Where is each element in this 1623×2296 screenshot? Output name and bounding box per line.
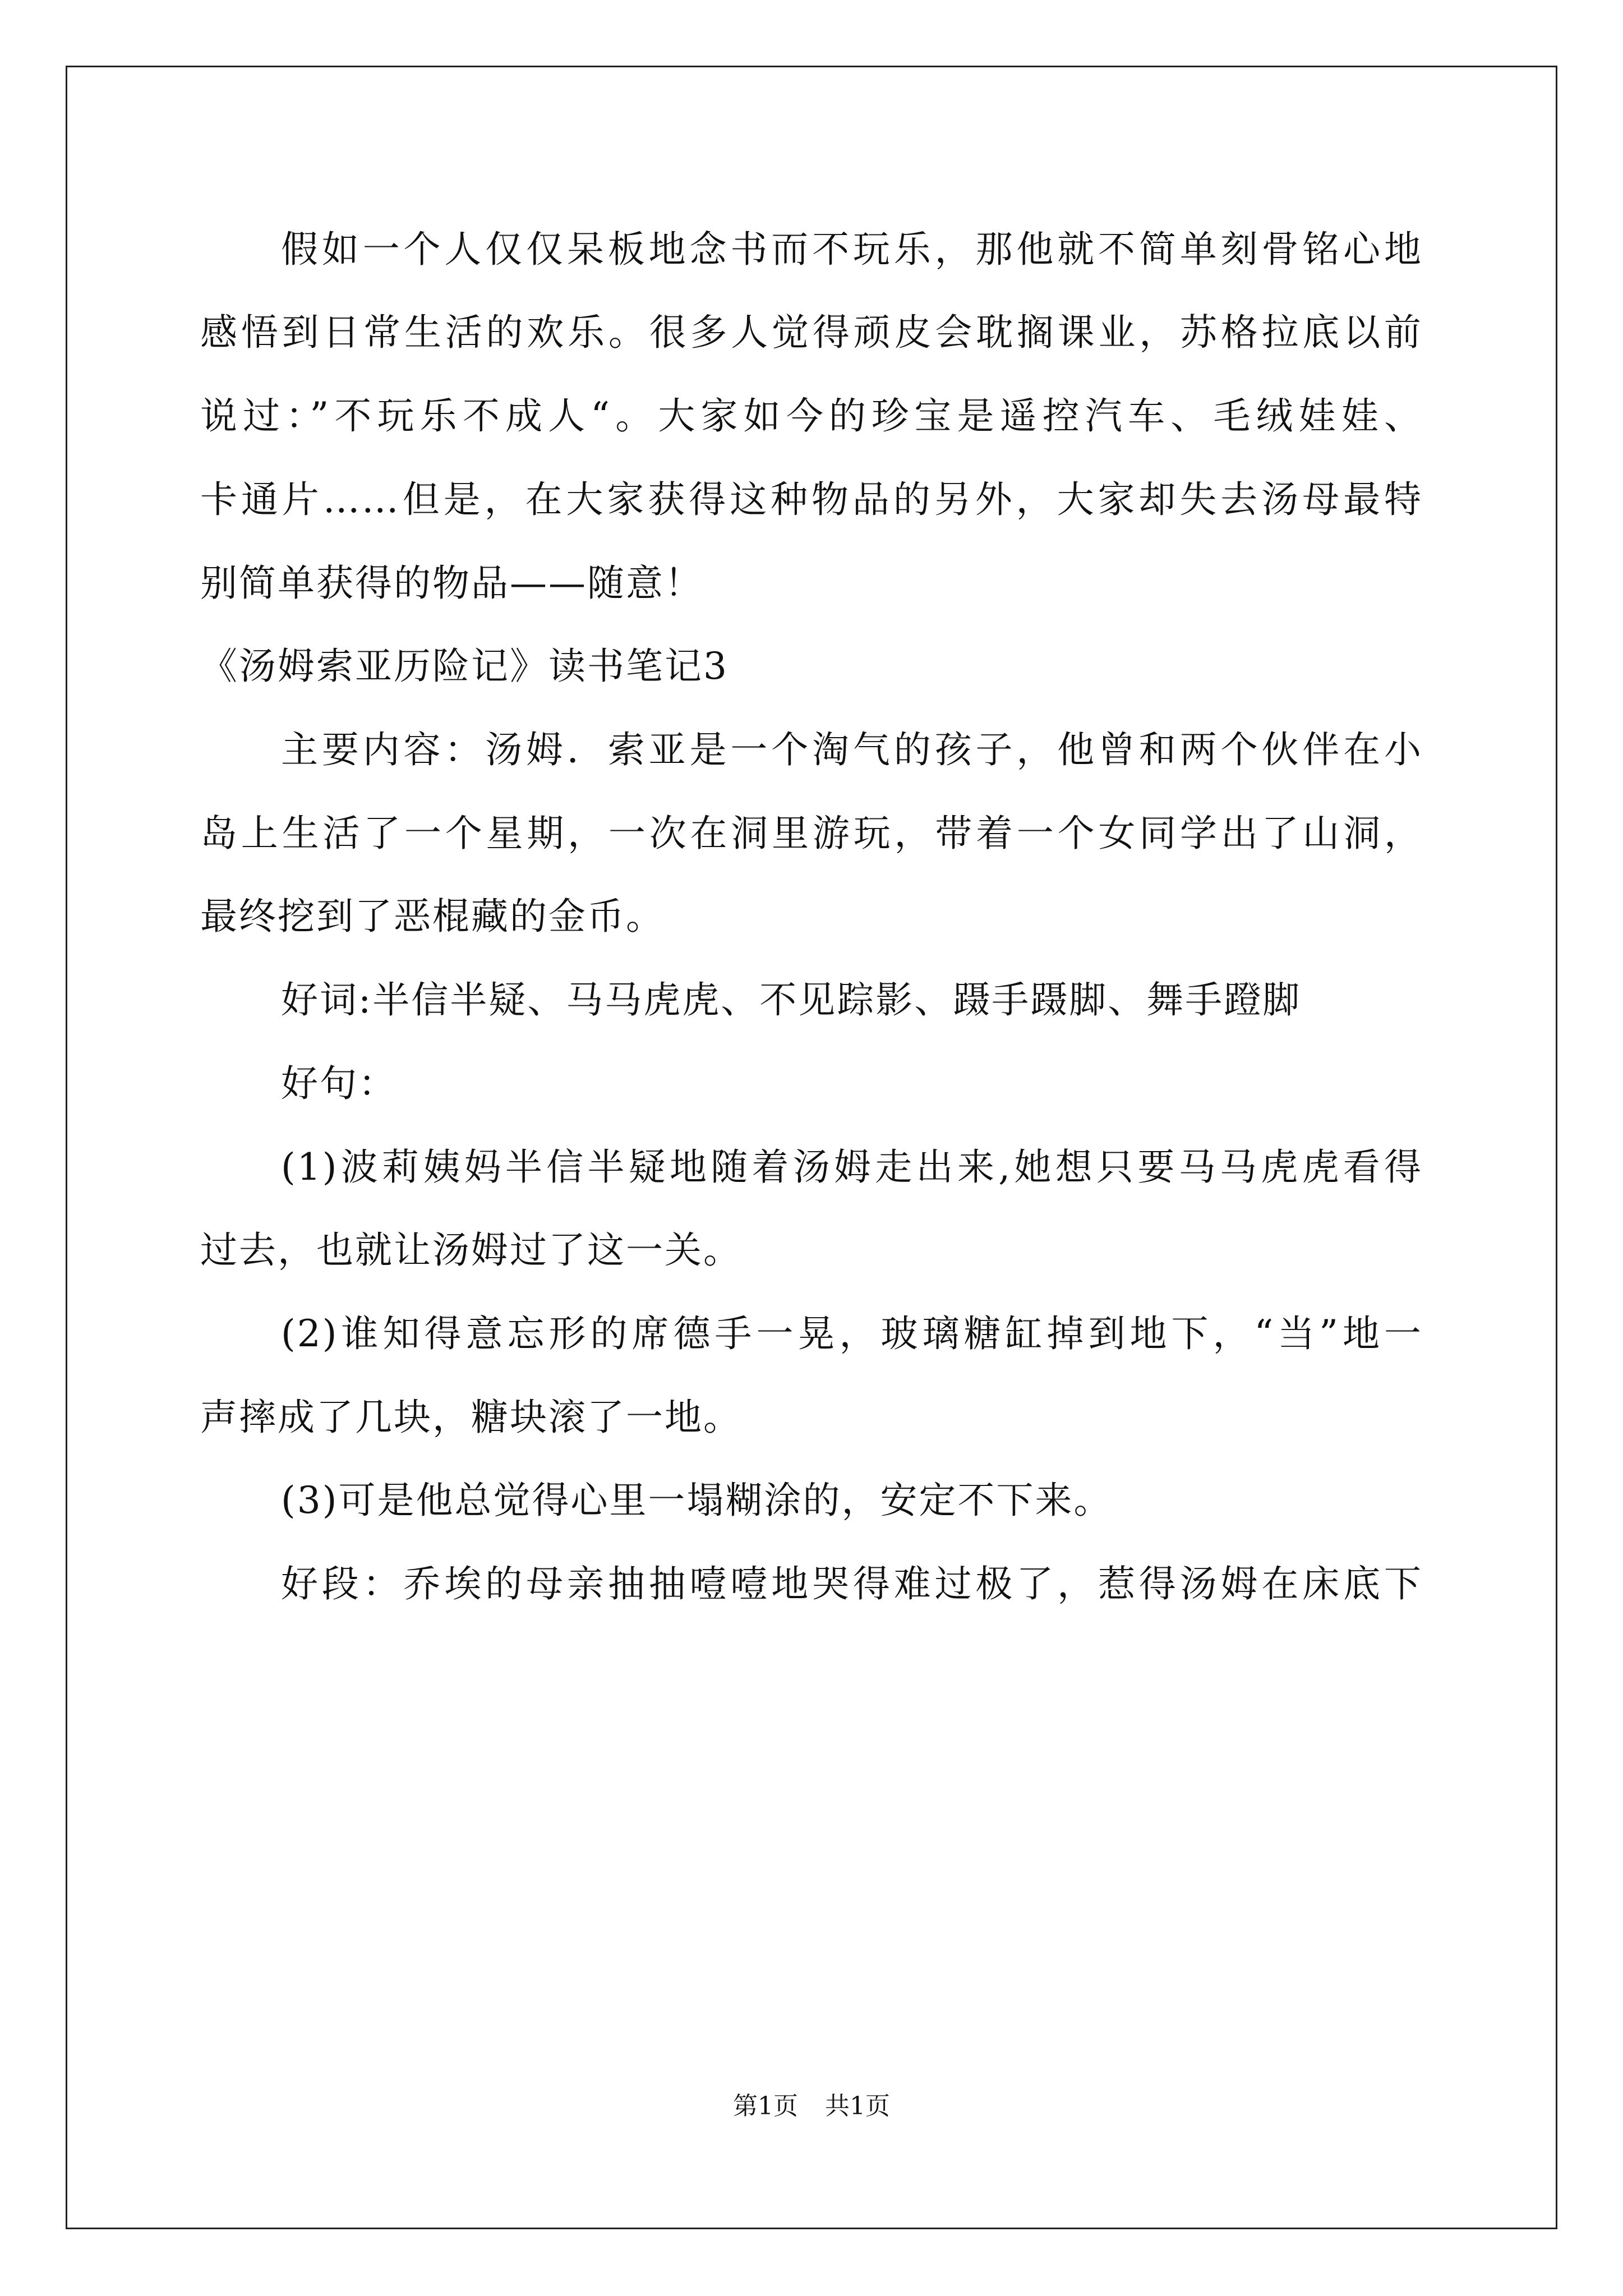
page-footer [0, 2090, 1623, 2123]
paragraph-line: 最终挖到了恶棍藏的金币。 [200, 895, 665, 938]
paragraph-line: 声摔成了几块，糖块滚了一地。 [200, 1396, 742, 1439]
paragraph-line: 假如一个人仅仅呆板地念书而不玩乐，那他就不简单刻骨铭心地 [281, 228, 1423, 271]
page-total: 共1页 [825, 2092, 890, 2120]
paragraph-line: (2)谁知得意忘形的席德手一晃，玻璃糖缸掉到地下，“当”地一 [281, 1312, 1423, 1355]
paragraph-line: 别简单获得的物品——随意！ [200, 562, 703, 605]
paragraph-line: 好段：乔埃的母亲抽抽噎噎地哭得难过极了，惹得汤姆在床底下 [281, 1562, 1423, 1605]
page-number: 第1页 [733, 2092, 798, 2120]
paragraph-line: 主要内容：汤姆．索亚是一个淘气的孩子，他曾和两个伙伴在小 [281, 728, 1423, 771]
paragraph-line: 说过：”不玩乐不成人“。大家如今的珍宝是遥控汽车、毛绒娃娃、 [200, 394, 1423, 438]
paragraph-line: (1)波莉姨妈半信半疑地随着汤姆走出来,她想只要马马虎虎看得 [281, 1145, 1423, 1189]
paragraph-line: 好词:半信半疑、马马虎虎、不见踪影、蹑手蹑脚、舞手蹬脚 [281, 978, 1302, 1022]
paragraph-line: 过去，也就让汤姆过了这一关。 [200, 1228, 742, 1272]
paragraph-line: 卡通片……但是，在大家获得这种物品的另外，大家却失去汤母最特 [200, 478, 1423, 521]
paragraph-line: 好句： [281, 1062, 397, 1105]
section-heading: 《汤姆索亚历险记》读书笔记3 [200, 645, 728, 688]
paragraph-line: 岛上生活了一个星期，一次在洞里游玩，带着一个女同学出了山洞， [200, 812, 1423, 855]
paragraph-line: 感悟到日常生活的欢乐。很多人觉得顽皮会耽搁课业，苏格拉底以前 [200, 311, 1423, 354]
paragraph-line: (3)可是他总觉得心里一塌糊涂的，安定不下来。 [281, 1479, 1113, 1522]
